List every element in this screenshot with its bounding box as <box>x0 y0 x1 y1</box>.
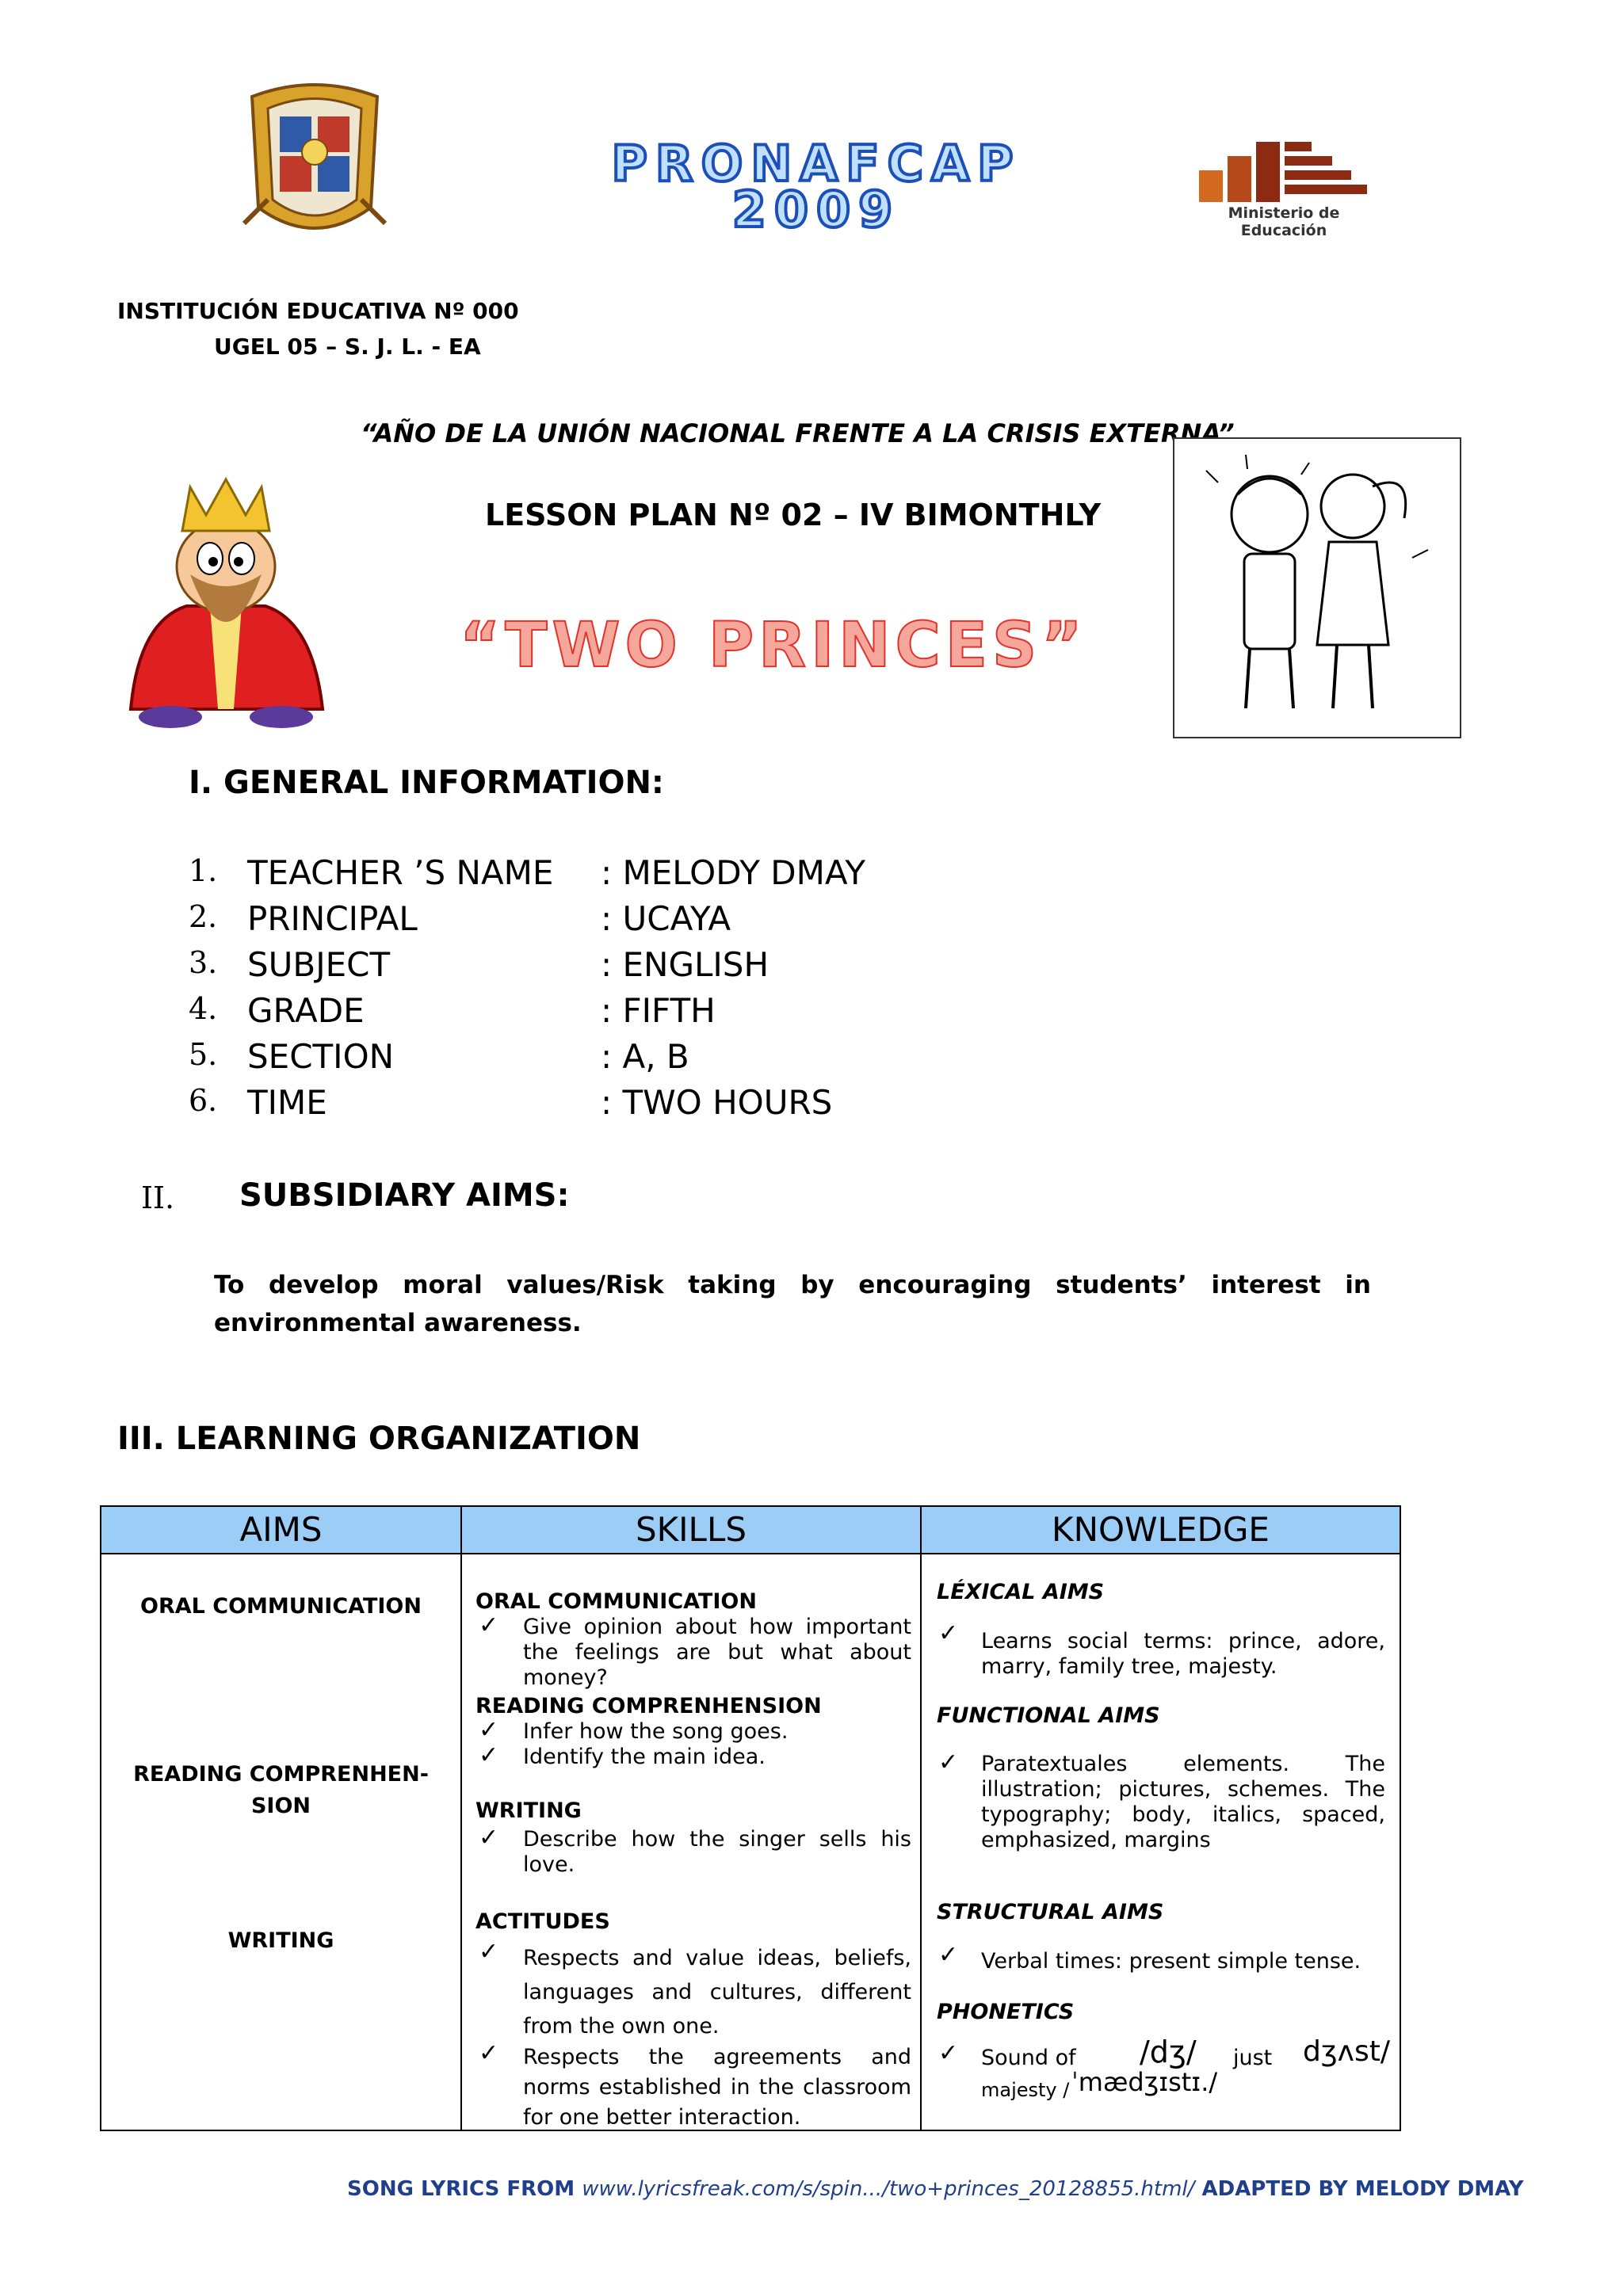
column-header-aims: AIMS <box>101 1507 460 1554</box>
knowledge-structural-item: Verbal times: present simple tense. <box>981 1949 1361 1974</box>
phonetics-sound-label: Sound of <box>981 2046 1076 2070</box>
info-row-label: TEACHER ’S NAME <box>247 853 554 892</box>
university-seal-logo <box>236 73 393 249</box>
skills-reading-item: Identify the main idea. <box>523 1745 766 1769</box>
info-row-value: : FIFTH <box>601 991 716 1030</box>
learning-organization-heading: III. LEARNING ORGANIZATION <box>117 1421 641 1457</box>
knowledge-lexical-item: Learns social terms: prince, adore, marry, family tree, majesty. <box>981 1629 1385 1679</box>
check-icon: ✓ <box>479 2039 499 2067</box>
school-ugel: UGEL 05 – S. J. L. - EA <box>214 334 481 360</box>
song-title: “TWO PRINCES” <box>460 610 1087 681</box>
knowledge-functional-item: Paratextuales elements. The illustration; pictures, schemes. The typography; body, italics, spaced, emphasized, margins <box>981 1752 1385 1852</box>
skills-oral-heading: ORAL COMMUNICATION <box>475 1589 757 1614</box>
check-icon: ✓ <box>479 1611 499 1639</box>
lesson-title: LESSON PLAN Nº 02 – IV BIMONTHLY <box>485 498 1102 532</box>
phonetics-just-ipa: dʒʌst/ <box>1303 2035 1390 2068</box>
check-icon: ✓ <box>479 1741 499 1769</box>
subsidiary-aims-heading: SUBSIDIARY AIMS: <box>239 1177 570 1214</box>
column-divider <box>920 1507 922 2130</box>
footer-prefix: SONG LYRICS FROM <box>347 2177 575 2201</box>
knowledge-lexical-heading: LÉXICAL AIMS <box>937 1580 1105 1604</box>
info-row-value: : A, B <box>601 1037 689 1076</box>
subsidiary-aims-text: To develop moral values/Risk taking by encouraging students’ interest in environmental awareness. <box>214 1271 1371 1337</box>
info-row-value: : TWO HOURS <box>601 1083 833 1122</box>
program-title-line2: 2009 <box>731 181 901 238</box>
info-row-label: PRINCIPAL <box>247 899 418 938</box>
aim-reading-line2: SION <box>250 1794 311 1818</box>
info-row-number: 3. <box>189 945 218 980</box>
info-row-number: 2. <box>189 899 218 934</box>
column-header-knowledge: KNOWLEDGE <box>922 1507 1400 1554</box>
check-icon: ✓ <box>938 1941 959 1969</box>
info-row-value: : ENGLISH <box>601 945 769 984</box>
info-row-value: : MELODY DMAY <box>601 853 865 892</box>
skills-reading-heading: READING COMPRENHENSION <box>475 1694 822 1718</box>
footer-url-link[interactable]: www.lyricsfreak.com/s/spin.../two+princes_20128855.html/ <box>582 2177 1195 2201</box>
info-row-value: : UCAYA <box>601 899 731 938</box>
kids-kiss-illustration <box>1173 437 1461 738</box>
knowledge-functional-heading: FUNCTIONAL AIMS <box>937 1703 1160 1728</box>
phonetics-symbol: /dʒ/ <box>1140 2035 1197 2069</box>
skills-attitudes-item: Respects the agreements and norms established in the classroom for one better interaction. <box>523 2045 911 2130</box>
knowledge-phonetics-heading: PHONETICS <box>937 2000 1075 2024</box>
footer-credit <box>347 2177 1524 2201</box>
info-row-label: TIME <box>247 1083 327 1122</box>
skills-writing-item: Describe how the singer sells his love. <box>523 1827 911 1877</box>
school-name: INSTITUCIÓN EDUCATIVA Nº 000 <box>117 298 519 324</box>
phonetics-majesty-ipa: ˈmædʒɪstɪ./ <box>1071 2067 1218 2097</box>
king-cartoon-illustration <box>115 471 337 733</box>
info-row-number: 5. <box>189 1037 218 1072</box>
phonetics-just-label: just <box>1233 2046 1273 2070</box>
info-row-label: SECTION <box>247 1037 395 1076</box>
info-row-label: SUBJECT <box>247 945 391 984</box>
check-icon: ✓ <box>479 1824 499 1852</box>
year-motto: “AÑO DE LA UNIÓN NACIONAL FRENTE A LA CRISIS EXTERNA” <box>361 418 1235 448</box>
info-row-number: 6. <box>189 1083 218 1118</box>
info-row-label: GRADE <box>247 991 365 1030</box>
learning-organization-table <box>100 1505 1401 2131</box>
phonetics-majesty-label: majesty / <box>981 2079 1070 2101</box>
knowledge-structural-heading: STRUCTURAL AIMS <box>937 1900 1164 1924</box>
subsidiary-aims-number: II. <box>141 1180 175 1215</box>
skills-writing-heading: WRITING <box>475 1798 582 1823</box>
check-icon: ✓ <box>479 1938 499 1966</box>
column-header-skills: SKILLS <box>462 1507 920 1554</box>
info-row-number: 1. <box>189 853 218 888</box>
skills-reading-item: Infer how the song goes. <box>523 1719 789 1744</box>
skills-attitudes-heading: ACTITUDES <box>475 1909 610 1934</box>
skills-attitudes-item: Respects and value ideas, beliefs, languages and cultures, different from the own one. <box>523 1946 911 2039</box>
info-row-number: 4. <box>189 991 218 1026</box>
column-divider <box>460 1507 462 2130</box>
check-icon: ✓ <box>938 1749 959 1776</box>
program-title-line1: PRONAFCAP <box>611 135 1022 193</box>
check-icon: ✓ <box>938 2039 959 2067</box>
aim-writing: WRITING <box>227 1928 334 1953</box>
aim-reading-line1: READING COMPRENHEN- <box>133 1762 429 1787</box>
phonetics-line2 <box>981 2067 1385 2106</box>
footer-suffix: ADAPTED BY MELODY DMAY <box>1201 2177 1524 2201</box>
check-icon: ✓ <box>938 1619 959 1647</box>
skills-oral-item: Give opinion about how important the feelings are but what about money? <box>523 1615 911 1690</box>
check-icon: ✓ <box>479 1716 499 1744</box>
aim-oral: ORAL COMMUNICATION <box>140 1594 422 1619</box>
general-information-heading: I. GENERAL INFORMATION: <box>189 765 664 801</box>
ministry-label: Ministerio de Educación <box>1228 204 1340 239</box>
